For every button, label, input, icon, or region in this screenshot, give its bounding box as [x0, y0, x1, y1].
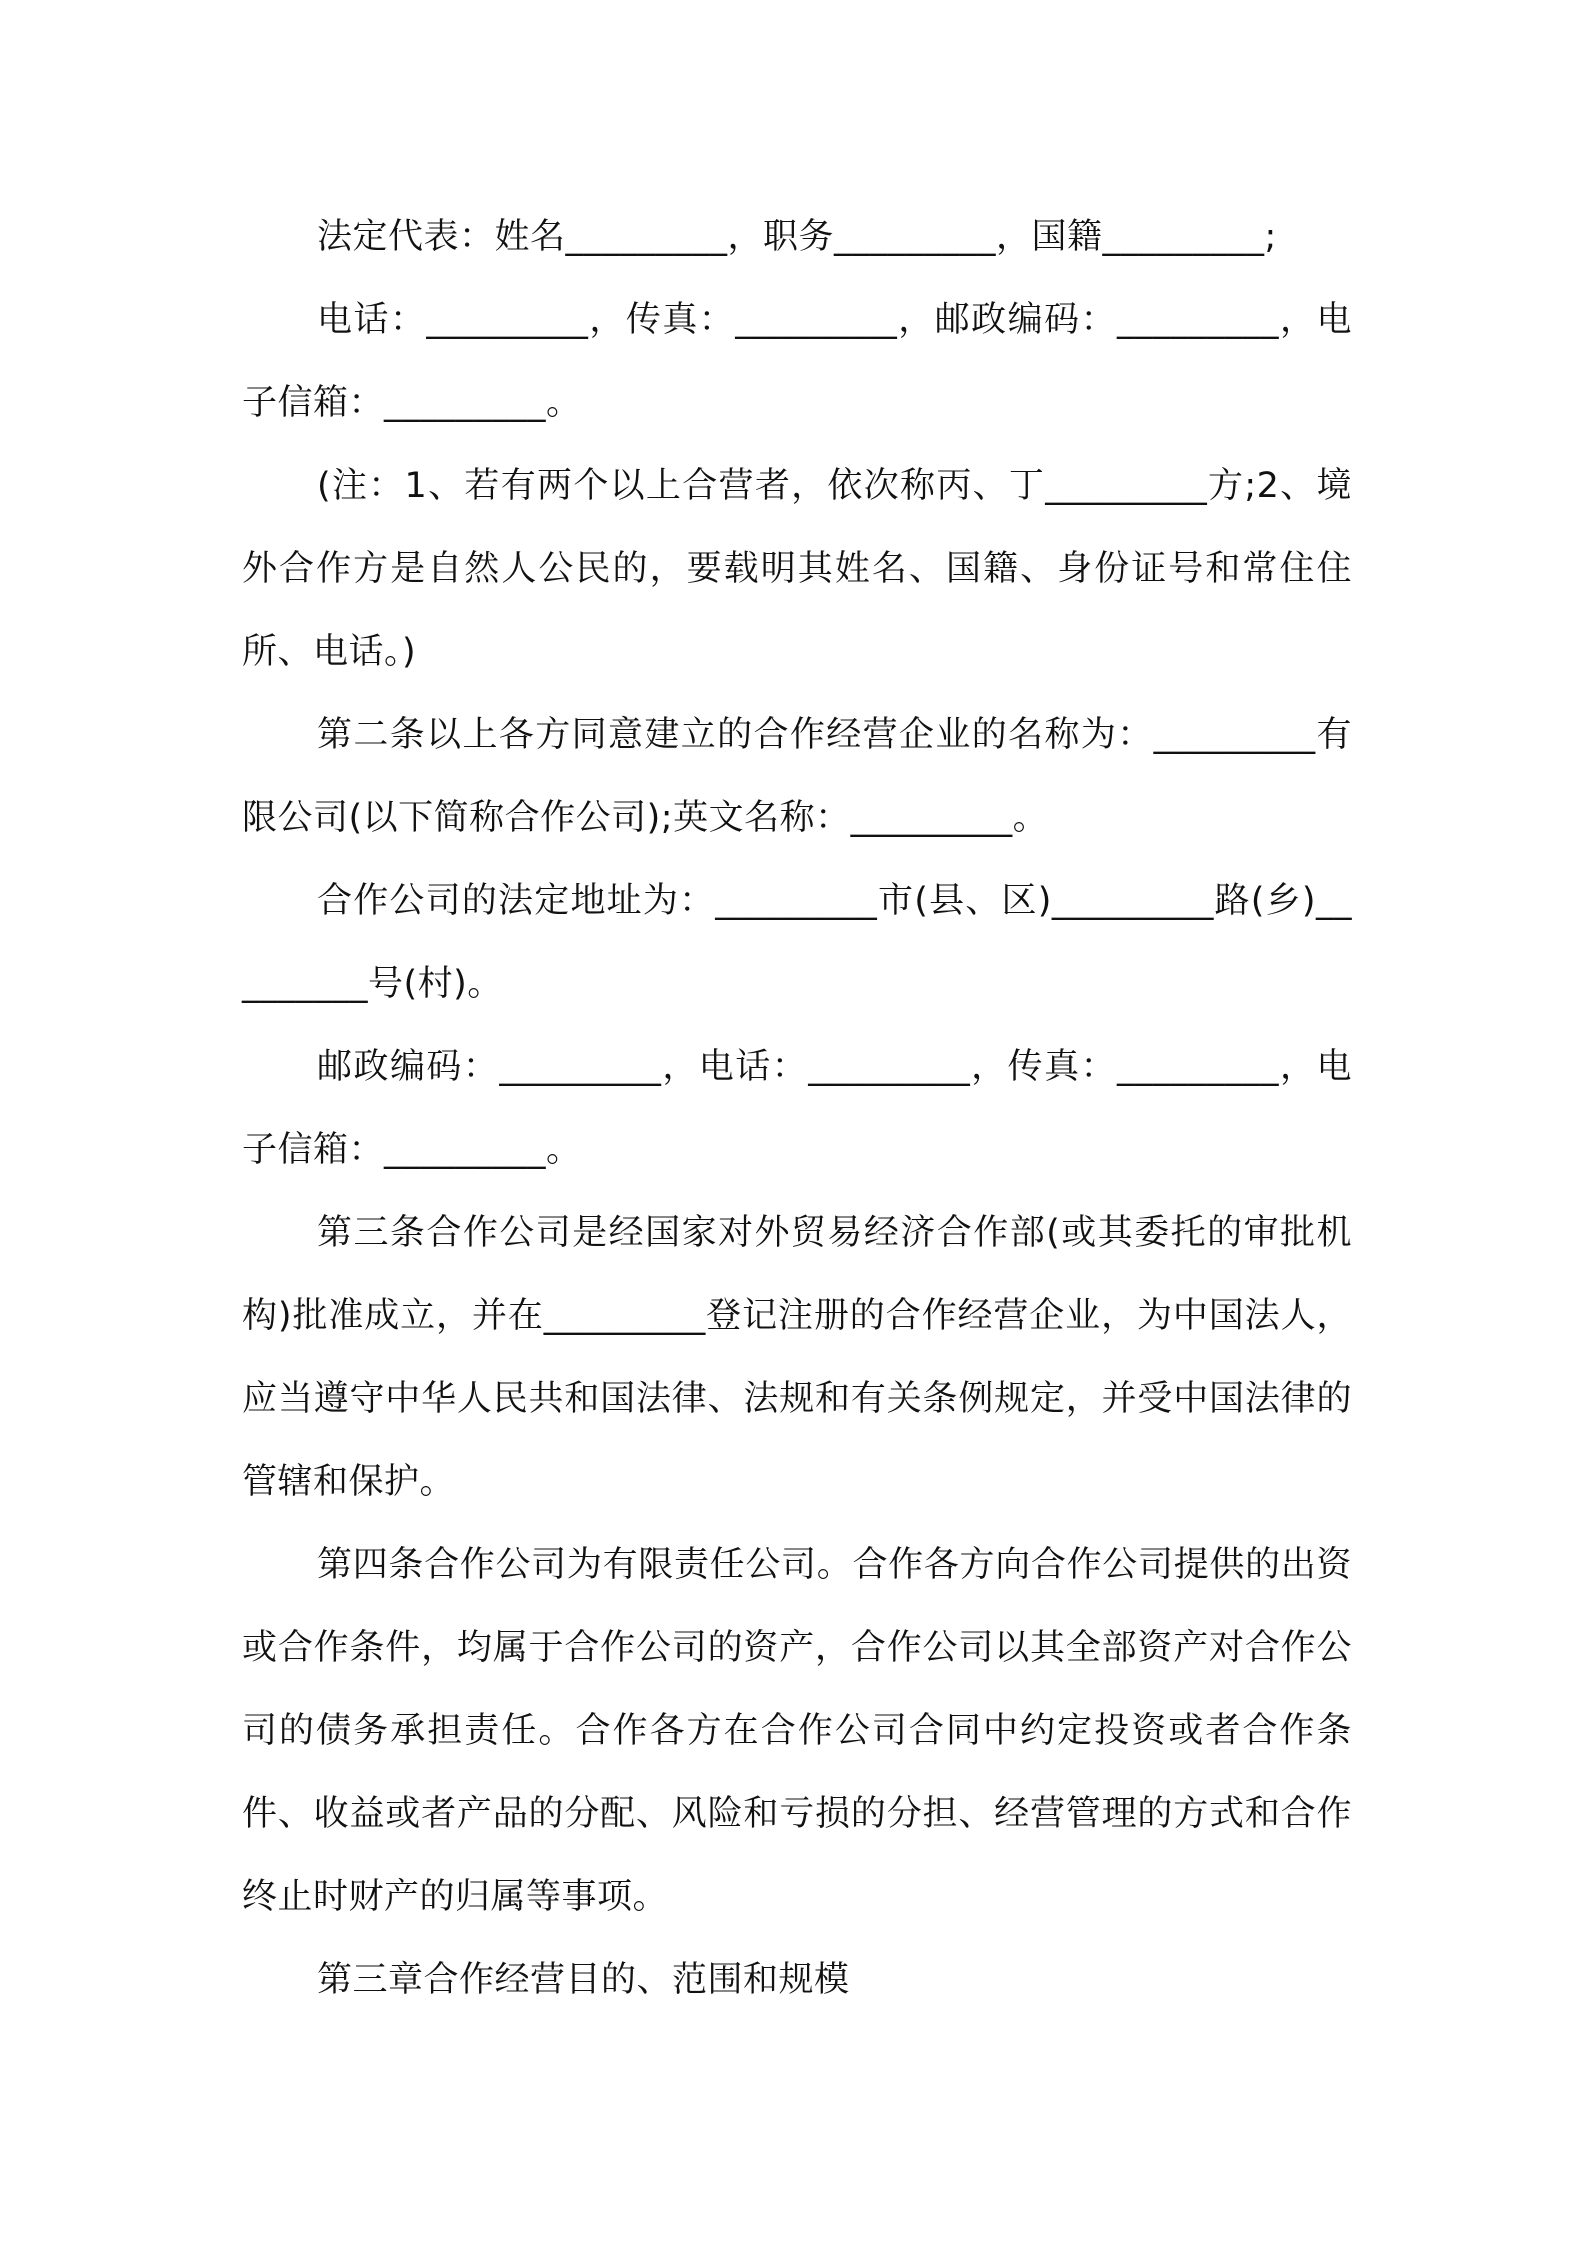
document-body [242, 196, 1352, 2022]
company-address-line: 合作公司的法定地址为：_________市(县、区)_________路(乡)_________号(村)。 [242, 881, 1352, 1004]
article-4-paragraph: 第四条合作公司为有限责任公司。合作各方向合作公司提供的出资或合作条件，均属于合作公司的资产，合作公司以其全部资产对合作公司的债务承担责任。合作各方在合作公司合同中约定投资或者合作条件、收益或者产品的分配、风险和亏损的分担、经营管理的方式和合作终止时财产的归属等事项。 [242, 1545, 1352, 1917]
chapter-3-heading: 第三章合作经营目的、范围和规模 [317, 1960, 850, 2000]
contact-info-line: 电话：_________，传真：_________，邮政编码：_________，电子信箱：_________。 [242, 300, 1352, 423]
company-contact-line: 邮政编码：_________，电话：_________，传真：_________，电子信箱：_________。 [242, 1047, 1352, 1170]
article-2-company-name: 第二条以上各方同意建立的合作经营企业的名称为：_________有限公司(以下简称合作公司);英文名称：_________。 [242, 715, 1352, 838]
legal-representative-line: 法定代表：姓名_________，职务_________，国籍_________; [317, 217, 1277, 257]
article-3-paragraph: 第三条合作公司是经国家对外贸易经济合作部(或其委托的审批机构)批准成立，并在_________登记注册的合作经营企业，为中国法人，应当遵守中华人民共和国法律、法规和有关条例规定，并受中国法律的管辖和保护。 [242, 1213, 1352, 1502]
note-paragraph: (注：1、若有两个以上合营者，依次称丙、丁_________方;2、境外合作方是自然人公民的，要载明其姓名、国籍、身份证号和常住住所、电话。) [242, 466, 1352, 672]
